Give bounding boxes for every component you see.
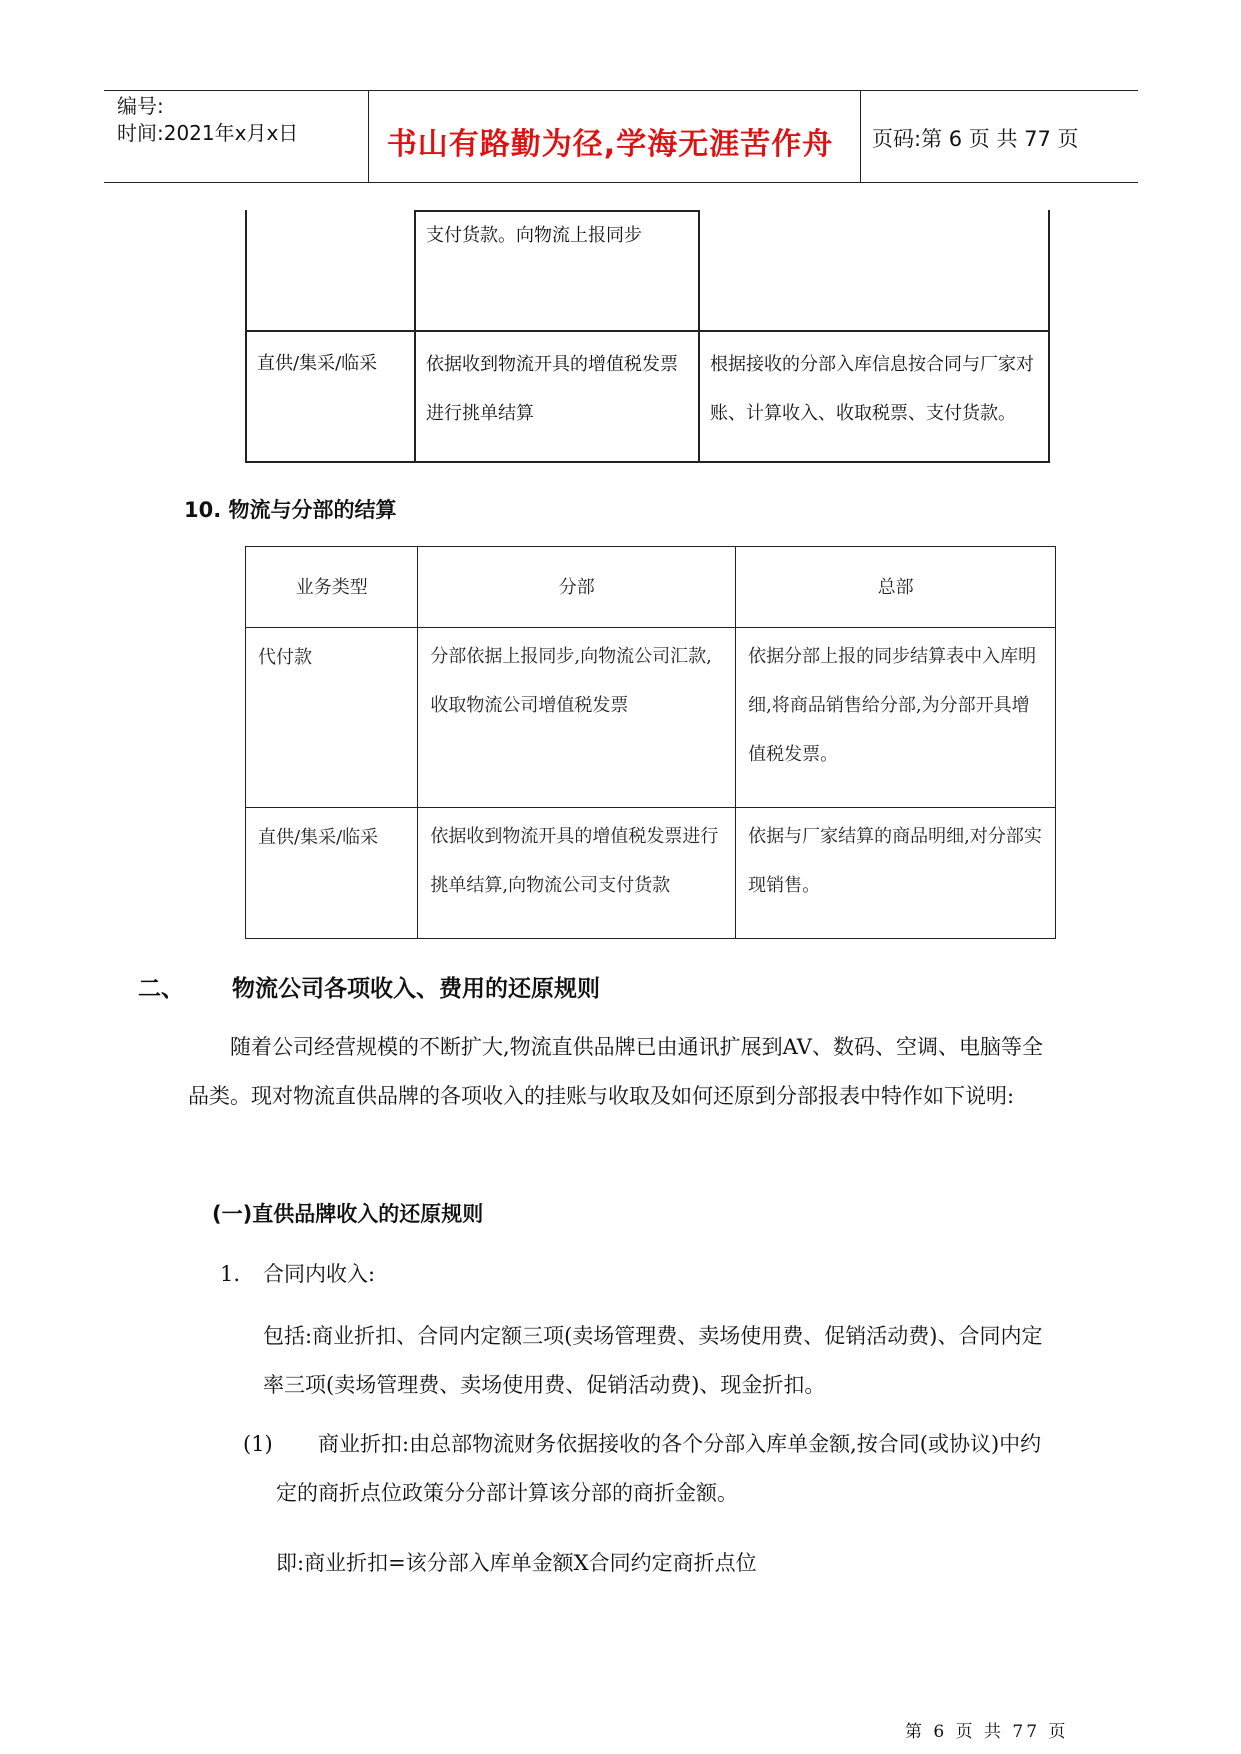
table-header-row bbox=[246, 547, 1056, 628]
table1-row-divider bbox=[245, 330, 1050, 332]
table1-row1-col2: 支付货款。向物流上报同步 bbox=[426, 225, 642, 246]
table1-bottom-border bbox=[245, 461, 1050, 463]
item1-includes: 包括:商业折扣、合同内定额三项(卖场管理费、卖场使用费、促销活动费)、合同内定率三项(卖场管理费、卖场使用费、促销活动费)、现金折扣。 bbox=[263, 1324, 1043, 1397]
cell-headquarters: 依据分部上报的同步结算表中入库明细,将商品销售给分部,为分部开具增值税发票。 bbox=[736, 628, 1056, 808]
table1-row2-col1: 直供/集采/临采 bbox=[257, 353, 378, 374]
cell-headquarters: 依据与厂家结算的商品明细,对分部实现销售。 bbox=[736, 808, 1056, 939]
item1-title: 合同内收入: bbox=[263, 1262, 376, 1286]
cell-branch: 分部依据上报同步,向物流公司汇款,收取物流公司增值税发票 bbox=[418, 628, 736, 808]
table1-row2-col2: 依据收到物流开具的增值税发票进行挑单结算 bbox=[426, 354, 678, 424]
time-label: 时间:2021年x月x日 bbox=[117, 121, 299, 145]
table1-right-border bbox=[1048, 210, 1050, 462]
header-top-rule bbox=[104, 90, 1138, 91]
table1-continuation bbox=[245, 210, 1050, 462]
subsection1-title: (一)直供品牌收入的还原规则 bbox=[212, 1202, 484, 1226]
settlement-table bbox=[245, 546, 1056, 939]
section2-title: 物流公司各项收入、费用的还原规则 bbox=[232, 976, 600, 1002]
header-bottom-rule bbox=[104, 182, 1138, 183]
footer-page: 第 6 页 共 77 页 bbox=[905, 1722, 1069, 1742]
table1-col2-left bbox=[414, 210, 416, 462]
table1-row2-col3: 根据接收的分部入库信息按合同与厂家对账、计算收入、收取税票、支付货款。 bbox=[710, 354, 1034, 424]
point1-number: (1) bbox=[243, 1432, 273, 1456]
table1-col2-top bbox=[414, 210, 699, 212]
table-row bbox=[246, 808, 1056, 939]
section2-number: 二、 bbox=[138, 976, 184, 1002]
motto: 书山有路勤为径,学海无涯苦作舟 bbox=[386, 127, 834, 162]
table1-col3-left bbox=[698, 210, 700, 462]
header-divider-right bbox=[860, 90, 861, 182]
table-row bbox=[246, 628, 1056, 808]
header-divider-left bbox=[368, 90, 369, 182]
section2-intro: 随着公司经营规模的不断扩大,物流直供品牌已由通讯扩展到AV、数码、空调、电脑等全品类。现对物流直供品牌的各项收入的挂账与收取及如何还原到分部报表中特作如下说明: bbox=[188, 1035, 1043, 1108]
cell-type: 代付款 bbox=[246, 628, 418, 808]
header-headquarters: 总部 bbox=[736, 547, 1056, 628]
section10-title: 10. 物流与分部的结算 bbox=[184, 498, 397, 522]
point1-text: 商业折扣:由总部物流财务依据接收的各个分部入库单金额,按合同(或协议)中约定的商折点位政策分分部计算该分部的商折金额。 bbox=[276, 1432, 1042, 1505]
serial-label: 编号: bbox=[117, 94, 164, 118]
table1-left-border bbox=[245, 210, 247, 462]
page-label: 页码:第 6 页 共 77 页 bbox=[872, 127, 1079, 151]
item1-number: 1. bbox=[220, 1262, 241, 1286]
point1-formula: 即:商业折扣=该分部入库单金额X合同约定商折点位 bbox=[276, 1551, 757, 1575]
cell-type: 直供/集采/临采 bbox=[246, 808, 418, 939]
header-business-type: 业务类型 bbox=[246, 547, 418, 628]
header-branch: 分部 bbox=[418, 547, 736, 628]
cell-branch: 依据收到物流开具的增值税发票进行挑单结算,向物流公司支付货款 bbox=[418, 808, 736, 939]
